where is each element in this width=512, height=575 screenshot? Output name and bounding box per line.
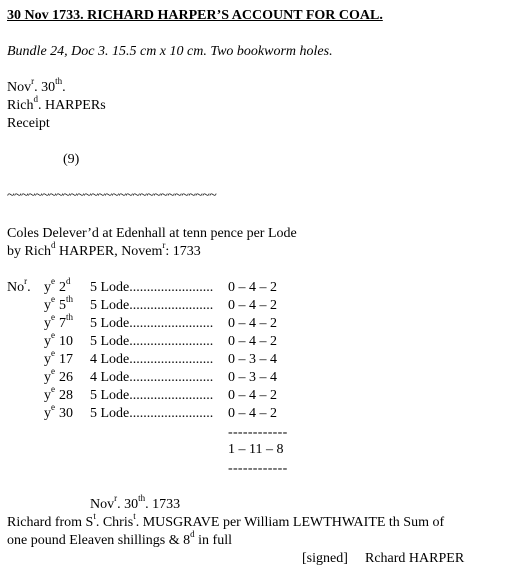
intro-line-1: Coles Delever’d at Edenhall at tenn pence per Lode [7, 226, 297, 241]
entry-day: 17 [59, 352, 73, 367]
entry-amount: 0 – 4 – 2 [228, 406, 277, 421]
entry-ye: $y^e$ [44, 366, 55, 385]
signed-note: [signed] [302, 551, 348, 566]
entry-ye: $y^e$ [44, 312, 55, 331]
entry-ye: $y^e$ [44, 348, 55, 367]
entry-ye: $y^e$ [44, 276, 55, 295]
document-title: 30 Nov 1733. RICHARD HARPER’S ACCOUNT FOR COAL. [7, 8, 383, 23]
entry-day: 2$^d$ [59, 276, 71, 295]
entry-amount: 0 – 4 – 2 [228, 316, 277, 331]
signature-name: Rchard HARPER [365, 551, 465, 566]
entry-lode: 4 Lode........................ [90, 370, 214, 385]
archive-note: Bundle 24, Doc 3. 15.5 cm x 10 cm. Two bookworm holes. [7, 44, 333, 59]
document-number: (9) [63, 152, 80, 167]
dashes-below-total: ------------ [228, 461, 288, 476]
entry-amount: 0 – 4 – 2 [228, 334, 277, 349]
entry-lode: 5 Lode........................ [90, 316, 214, 331]
month-label: No$^r$. [7, 276, 31, 295]
entry-amount: 0 – 3 – 4 [228, 370, 277, 385]
entry-day: 7th [59, 312, 74, 331]
receipt-line-1: Richard from $S^t$. Chris$^t$. MUSGRAVE per William LEWTHWAITE th Sum of [7, 511, 445, 530]
tilde-separator: ~~~~~~~~~~~~~~~~~~~~~~~~~~~~~~ [7, 188, 217, 203]
entry-amount: 0 – 4 – 2 [228, 280, 277, 295]
entry-lode: 5 Lode........................ [90, 298, 214, 313]
entry-day: 10 [59, 334, 73, 349]
total-amount: 1 – 11 – 8 [228, 442, 284, 457]
entry-amount: 0 – 3 – 4 [228, 352, 277, 367]
intro-line-2: by Rich$^d$ HARPER, Novem$^r$: 1733 [7, 240, 201, 259]
entry-lode: 4 Lode........................ [90, 352, 214, 367]
entry-amount: 0 – 4 – 2 [228, 388, 277, 403]
entry-ye: $y^e$ [44, 330, 55, 349]
dashes-above-total: ------------ [228, 425, 288, 440]
entry-lode: 5 Lode........................ [90, 280, 214, 295]
entry-lode: 5 Lode........................ [90, 406, 214, 421]
endorsement-date: Nov$^r$. 30th. [7, 76, 66, 95]
entry-day: 26 [59, 370, 73, 385]
entry-lode: 5 Lode........................ [90, 334, 214, 349]
endorsement-receipt: Receipt [7, 116, 50, 131]
entry-day: 5th [59, 294, 74, 313]
receipt-line-2: one pound Eleaven shillings & 8$^d$ in full [7, 529, 232, 548]
entry-ye: $y^e$ [44, 294, 55, 313]
entry-day: 28 [59, 388, 73, 403]
entry-amount: 0 – 4 – 2 [228, 298, 277, 313]
endorsement-name: Rich$^d$. HARPERs [7, 94, 106, 113]
entry-ye: $y^e$ [44, 384, 55, 403]
receipt-date: Nov$^r$. 30th. 1733 [90, 493, 181, 512]
entry-day: 30 [59, 406, 73, 421]
entry-lode: 5 Lode........................ [90, 388, 214, 403]
entry-ye: $y^e$ [44, 402, 55, 421]
